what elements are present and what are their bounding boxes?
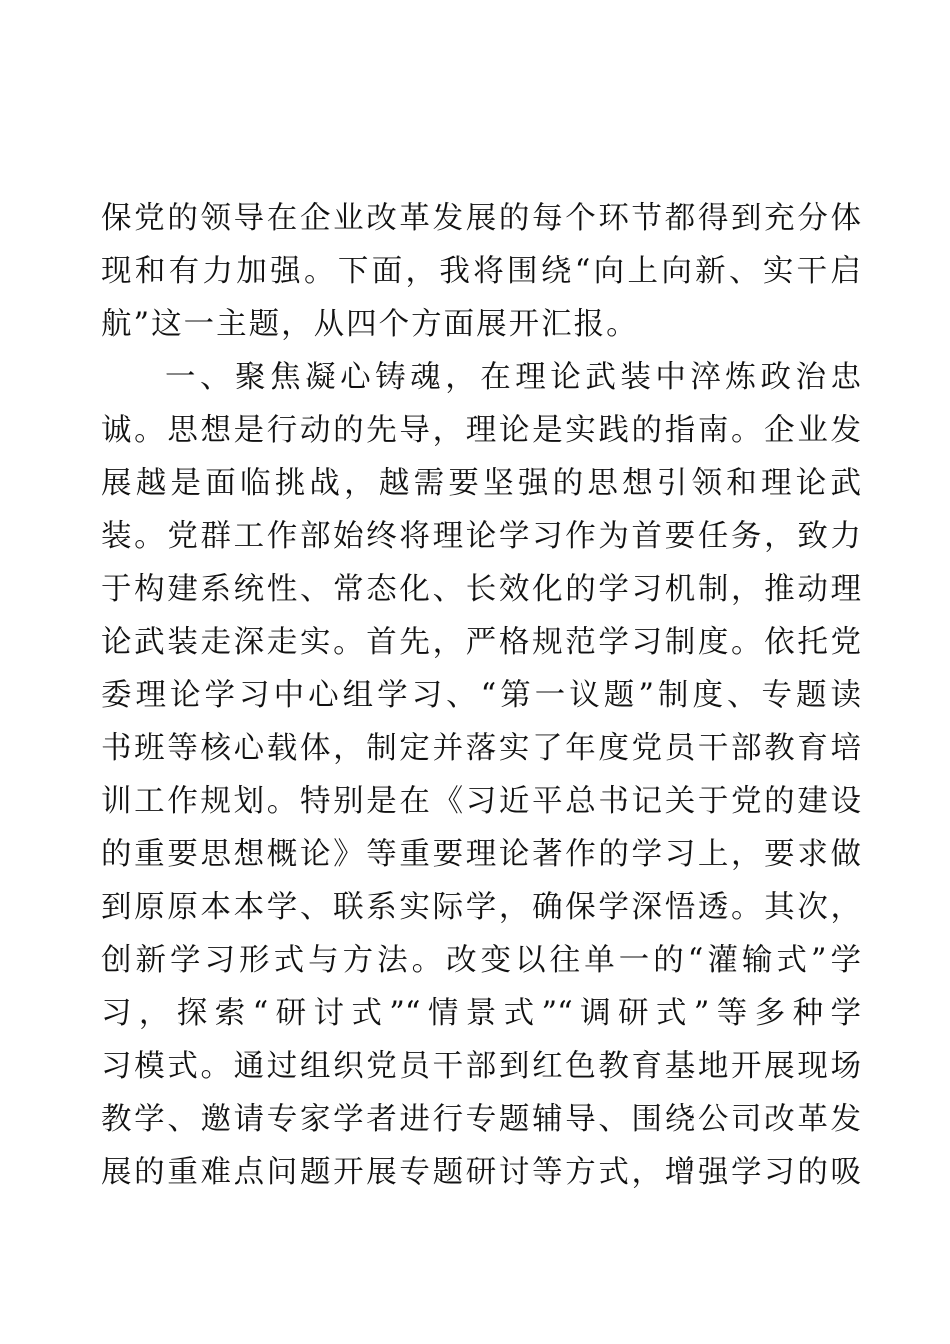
body-text — [101, 192, 861, 1199]
text-line: 于构建系统性、常态化、长效化的学习机制，推动理 — [101, 572, 861, 607]
text-line: 教学、邀请专家学者进行专题辅导、围绕公司改革发 — [101, 1102, 861, 1137]
text-line: 习模式。通过组织党员干部到红色教育基地开展现场 — [101, 1049, 861, 1084]
text-line: 到原原本本学、联系实际学，确保学深悟透。其次， — [101, 890, 861, 925]
text-line: 展的重难点问题开展专题研讨等方式，增强学习的吸 — [101, 1155, 861, 1190]
section-heading-line: 一、聚焦凝心铸魂，在理论武装中淬炼政治忠 — [165, 360, 861, 395]
text-line: 装。党群工作部始终将理论学习作为首要任务，致力 — [101, 519, 861, 554]
text-line: 保党的领导在企业改革发展的每个环节都得到充分体 — [101, 201, 861, 236]
text-line: 展越是面临挑战，越需要坚强的思想引领和理论武 — [101, 466, 861, 501]
text-line: 航”这一主题，从四个方面展开汇报。 — [101, 307, 639, 342]
text-line: 习，探索“研讨式”“情景式”“调研式”等多种学 — [101, 996, 861, 1031]
text-line: 现和有力加强。下面，我将围绕“向上向新、实干启 — [101, 254, 861, 289]
text-line: 诚。思想是行动的先导，理论是实践的指南。企业发 — [101, 413, 861, 448]
text-line: 创新学习形式与方法。改变以往单一的“灌输式”学 — [101, 943, 861, 978]
text-line: 的重要思想概论》等重要理论著作的学习上，要求做 — [101, 837, 861, 872]
text-line: 委理论学习中心组学习、“第一议题”制度、专题读 — [101, 678, 861, 713]
text-line: 论武装走深走实。首先，严格规范学习制度。依托党 — [101, 625, 861, 660]
text-line: 书班等核心载体，制定并落实了年度党员干部教育培 — [101, 731, 861, 766]
text-line: 训工作规划。特别是在《习近平总书记关于党的建设 — [101, 784, 861, 819]
